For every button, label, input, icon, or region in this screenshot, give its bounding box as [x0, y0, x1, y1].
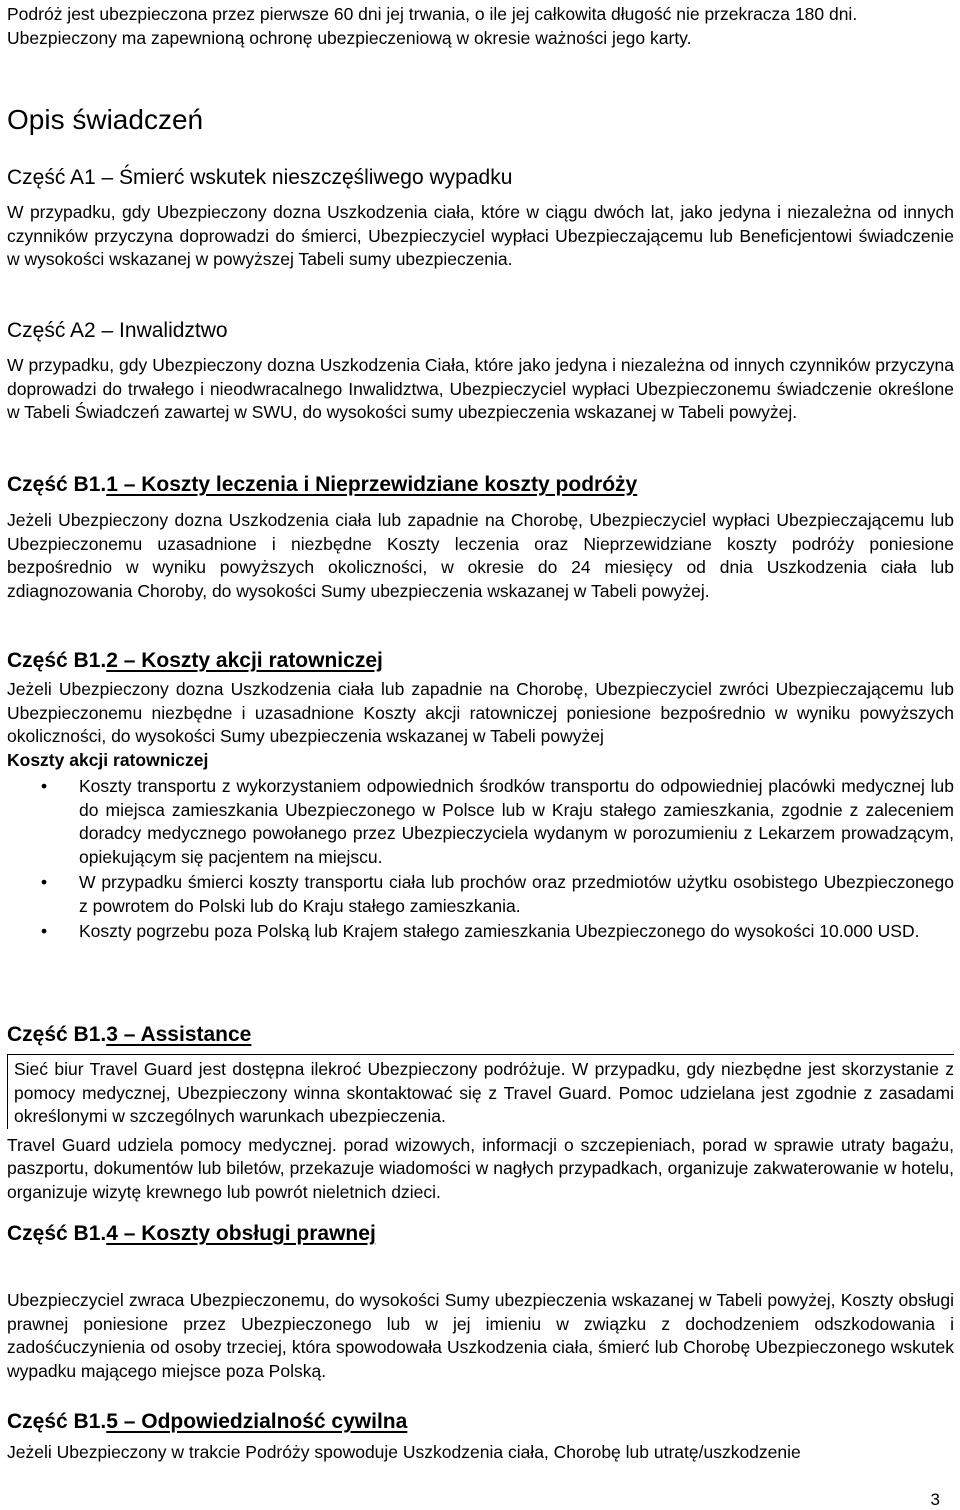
section-b13-prefix: Część B1. [7, 1023, 107, 1046]
bullet-icon: • [41, 776, 48, 796]
section-b12 [7, 648, 954, 944]
page-title-block [7, 103, 954, 137]
section-b13-framed-note [7, 1054, 954, 1129]
section-b15-prefix: Część B1. [7, 1410, 107, 1433]
section-a1-body: W przypadku, gdy Ubezpieczony dozna Uszkodzenia ciała, które w ciągu dwóch lat, jako jedyna i niezależna od innych czynników przyczyna doprowadzi do śmierci, Ubezpieczyciel wypłaci Ubezpieczającemu lub Beneficjentowi świadczenie w wysokości wskazanej w powyższej Tabeli sumy ubezpieczenia. [7, 202, 954, 269]
section-b15-body: Jeżeli Ubezpieczony w trakcie Podróży spowoduje Uszkodzenia ciała, Chorobę lub utratę/uszkodzenie [7, 1442, 801, 1462]
section-b12-title: 2 – Koszty akcji ratowniczej [106, 649, 383, 672]
section-b15 [7, 1409, 954, 1465]
section-b14-heading [7, 1221, 954, 1247]
section-b11-title: 1 – Koszty leczenia i Nieprzewidziane koszty podróży [106, 473, 638, 496]
page-number: 3 [930, 1490, 940, 1509]
list-item [7, 871, 954, 918]
section-b11-prefix: Część B1. [7, 473, 107, 496]
section-b15-heading [7, 1409, 954, 1435]
list-item-text: Koszty transportu z wykorzystaniem odpowiednich środków transportu do odpowiedniej placówki medycznej lub do miejsca zamieszkania Ubezpieczonego w Polsce lub w Kraju stałego zamieszkania, zgodnie z zaleceniem doradcy medycznego powołanego przez Ubezpieczyciela wydanym w porozumieniu z Lekarzem prowadzącym, opiekującym się pacjentem na miejscu. [79, 776, 954, 867]
section-b14 [7, 1221, 954, 1383]
section-b14-body: Ubezpieczyciel zwraca Ubezpieczonemu, do wysokości Sumy ubezpieczenia wskazanej w Tabeli powyżej, Koszty obsługi prawnej poniesione przez Ubezpieczonego lub w jej imieniu w związku z dochodzeniem odszkodowania i zadośćuczynienia od osoby trzeciej, która spowodowała Uszkodzenia ciała, śmierć lub Chorobę Ubezpieczonego wskutek wypadku mającego miejsce poza Polską. [7, 1290, 954, 1381]
section-b12-body: Jeżeli Ubezpieczony dozna Uszkodzenia ciała lub zapadnie na Chorobę, Ubezpieczyciel zwróci Ubezpieczającemu lub Ubezpieczonemu niezbędne i uzasadnione Koszty akcji ratowniczej poniesione bezpośrednio w wyniku powyższych okoliczności, do wysokości Sumy ubezpieczenia wskazanej w Tabeli powyżej [7, 679, 954, 746]
section-a1 [7, 165, 954, 272]
section-b13-body-1: Sieć biur Travel Guard jest dostępna ilekroć Ubezpieczony podróżuje. W przypadku, gdy niezbędne jest skorzystanie z pomocy medycznej, Ubezpieczony winna skontaktować się z Travel Guard. Pomoc udzielana jest zgodnie z zasadami określonymi w szczególnych warunkach ubezpieczenia. [14, 1059, 954, 1126]
bullet-icon: • [41, 872, 48, 892]
section-b13-body-2: Travel Guard udziela pomocy medycznej. porad wizowych, informacji o szczepieniach, porad w sprawie utraty bagażu, paszportu, dokumentów lub biletów, przekazuje wiadomości w nagłych przypadkach, organizuje zakwaterowanie w hotelu, organizuje wizytę krewnego lub powrót nieletnich dzieci. [7, 1134, 954, 1202]
section-b12-subheading: Koszty akcji ratowniczej [7, 749, 209, 770]
section-b11 [7, 472, 954, 603]
section-b13-heading [7, 1022, 954, 1048]
bullet-icon: • [41, 921, 48, 941]
list-item-text: W przypadku śmierci koszty transportu ciała lub prochów oraz przedmiotów użytku osobistego Ubezpieczonego z powrotem do Polski lub do Kraju stałego zamieszkania. [79, 872, 954, 916]
section-b11-body: Jeżeli Ubezpieczony dozna Uszkodzenia ciała lub zapadnie na Chorobę, Ubezpieczyciel wypłaci Ubezpieczającemu lub Ubezpieczonemu uzasadnione i niezbędne Koszty leczenia oraz Nieprzewidziane koszty podróży poniesione bezpośrednio w wyniku powyższych okoliczności, w okresie do 24 miesięcy od dnia Uszkodzenia ciała lub zdiagnozowania Choroby, do wysokości Sumy ubezpieczenia wskazanej w Tabeli powyżej. [7, 510, 954, 601]
section-b12-heading [7, 648, 954, 674]
section-b12-list [7, 775, 954, 944]
intro-line-2: Ubezpieczony ma zapewnioną ochronę ubezpieczeniową w okresie ważności jego karty. [7, 27, 692, 48]
section-b14-prefix: Część B1. [7, 1222, 107, 1245]
section-a2-heading: Część A2 – Inwalidztwo [7, 319, 228, 342]
section-b15-title: 5 – Odpowiedzialność cywilna [106, 1410, 408, 1433]
section-a2 [7, 318, 954, 425]
section-b11-heading [7, 472, 954, 498]
section-a1-heading: Część A1 – Śmierć wskutek nieszczęśliwego wypadku [7, 166, 513, 189]
section-a2-body: W przypadku, gdy Ubezpieczony dozna Uszkodzenia Ciała, które jako jedyna i niezależna od innych czynników przyczyna doprowadzi do trwałego i nieodwracalnego Inwalidztwa, Ubezpieczyciel wypłaci Ubezpieczonemu świadczenie określone w Tabeli Świadczeń zawartej w SWU, do wysokości sumy ubezpieczenia wskazanej w Tabeli powyżej. [7, 355, 954, 422]
section-b12-prefix: Część B1. [7, 649, 107, 672]
section-b14-title: 4 – Koszty obsługi prawnej [106, 1222, 376, 1245]
list-item [7, 920, 954, 944]
list-item-text: Koszty pogrzebu poza Polską lub Krajem stałego zamieszkania Ubezpieczonego do wysokości 10.000 USD. [79, 921, 920, 941]
section-b13 [7, 1022, 954, 1204]
list-item [7, 775, 954, 869]
intro-text [7, 3, 954, 50]
intro-line-1: Podróż jest ubezpieczona przez pierwsze 60 dni jej trwania, o ile jej całkowita długość nie przekracza 180 dni. [7, 4, 858, 24]
section-b13-title: 3 – Assistance [106, 1023, 252, 1046]
page-title: Opis świadczeń [7, 104, 204, 135]
